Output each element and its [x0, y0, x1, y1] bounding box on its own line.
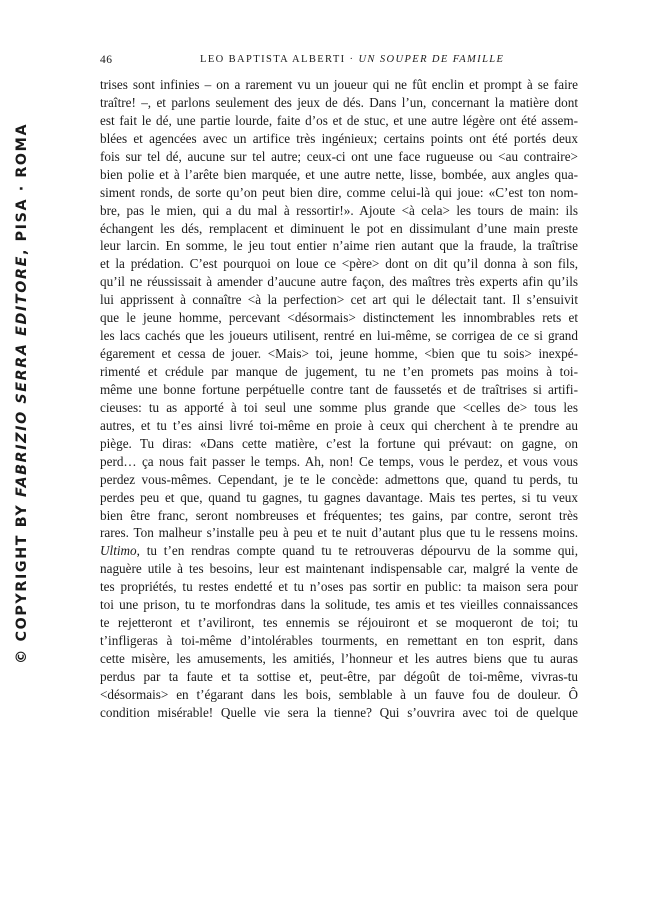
text-line-content: échangent les dés, remplacent et diminuent le pot en dissimulant d’une main preste [100, 220, 578, 236]
text-line [100, 202, 578, 220]
text-line-content: condition misérable! Quelle vie sera la tienne? Qui s’ouvrira avec toi de quelque [100, 704, 578, 720]
running-head-author: LEO BAPTISTA ALBERTI [200, 54, 346, 65]
text-line [100, 130, 578, 148]
text-line [100, 184, 578, 202]
copyright-publisher: FABRIZIO SERRA EDITORE [14, 255, 30, 498]
text-line [100, 345, 578, 363]
text-line [100, 686, 578, 704]
text-line [100, 112, 578, 130]
text-line [100, 489, 578, 507]
text-line [100, 327, 578, 345]
text-line [100, 507, 578, 525]
text-line-content: bien être franc, seront nombreuses et fréquentes; tes gains, par contre, seront très [100, 507, 578, 523]
text-line-content: cette misère, les amusements, les amitiés, l’honneur et les autres biens que tu auras [100, 651, 578, 666]
copyright-symbol: © [14, 648, 30, 664]
text-line [100, 704, 578, 722]
text-line-content: rimenté et crédule par manque de jugement, tu ne t’en promets pas moins à toi- [100, 364, 578, 379]
text-line-content: est fait le dé, une partie lourde, faite d’os et de stuc, et une autre légère ont été assem- [100, 112, 578, 128]
copyright-notice: © COPYRIGHT BY FABRIZIO SERRA EDITORE, PISA · ROMA [14, 122, 30, 664]
text-line [100, 166, 578, 184]
text-line-content: <désormais> en t’égarant dans les bois, semblable à un fauve fou de douleur. Ô [100, 686, 578, 702]
text-line [100, 220, 578, 238]
text-line-content: traître! –, et parlons seulement des jeux de dés. Dans l’un, concernant la matière dont [100, 94, 578, 110]
text-line [100, 578, 578, 596]
body-text [100, 76, 578, 722]
text-line [100, 291, 578, 309]
text-line-content: perd… ça nous fait passer le temps. Ah, non! Ce temps, vous le perdez, et vous vous [100, 453, 578, 469]
text-line [100, 309, 578, 327]
running-head [200, 54, 504, 65]
text-line [100, 363, 578, 381]
text-line-content: que le jeune homme, percevant <désormais> distinctement les innombrables rets et [100, 310, 578, 326]
text-line-content: siment ronds, de sorte qu’on peut bien dire, comme celui-là qui joue: «C’est ton nom- [100, 184, 578, 200]
text-line [100, 542, 578, 560]
text-line [100, 76, 578, 94]
text-line [100, 650, 578, 668]
text-line-content: trises sont infinies – on a rarement vu un joueur qui ne fût enclin et prompt à se faire [100, 77, 578, 92]
text-line [100, 632, 578, 650]
text-line-content: tes propriétés, tu restes endetté et tu n’oses pas sortir en public: ta maison sera pour [100, 579, 578, 595]
text-line-content: perdus par ta faute et ta sottise et, peut-être, par dégoût de toi-même, vivras-tu [100, 668, 578, 684]
text-line-content: rares. Ton malheur s’installe peu à peu et te nuit d’autant plus que tu le ressens moins. [100, 525, 578, 541]
text-line [100, 148, 578, 166]
copyright-places: PISA · ROMA [14, 122, 30, 242]
page-number: 46 [100, 54, 113, 66]
text-line [100, 237, 578, 255]
text-line [100, 417, 578, 435]
text-line [100, 560, 578, 578]
text-line-content: égarement et cessa de jouer. <Mais> toi, jeune homme, <bien que tu sois> inexpé- [100, 346, 578, 362]
text-line-content: piège. Tu diras: «Dans cette matière, c’est la fortune qui prévaut: on gagne, on [100, 435, 578, 451]
text-line [100, 255, 578, 273]
text-line [100, 614, 578, 632]
text-line-content: perdes peu et que, quand tu gagnes, tu gagnes davantage. Mais tes pertes, si tu veux [100, 489, 578, 505]
text-line [100, 471, 578, 489]
text-line [100, 399, 578, 417]
text-line-content: blées et agencées avec un artifice très ingénieux; certains points ont été portés deux [100, 130, 578, 146]
text-line-content: te rejetteront et t’aviliront, tes ennemis se réjouiront et se moqueront de toi; tu [100, 615, 578, 631]
text-line-content: et la prédation. C’est pourquoi on loue ce <père> dont on dit qu’il donna à son fils, [100, 256, 578, 272]
text-line-content: Ultimo, tu t’en rendras compte quand tu te retrouveras dépourvu de la somme qui, [100, 543, 578, 559]
text-line-content: les lacs cachés que les joueurs utilisent, rentré en lui-même, se corrigea de ce si grand [100, 328, 578, 344]
text-line [100, 668, 578, 686]
copyright-prefix: COPYRIGHT BY [14, 503, 30, 642]
text-line-content: bre, pas le mien, qui a du mal à ressortir!». Ajoute <à cela> les tours de main: ils [100, 202, 578, 218]
text-line-content: perdez vous-mêmes. Cependant, je te le concède: admettons que, quand tu perds, tu [100, 471, 578, 487]
text-line [100, 524, 578, 542]
text-line [100, 381, 578, 399]
running-head-separator: · [349, 54, 355, 65]
text-line-content: bien polie et à l’arête bien marquée, et une autre nette, lisse, bombée, aux angles qua- [100, 166, 578, 182]
text-line-content: cieuses: tu as apporté à toi seul une somme plus grande que <celles de> tous les [100, 399, 578, 415]
text-line [100, 453, 578, 471]
text-line [100, 94, 578, 112]
text-line-content: toi une prison, tu te morfondras dans la solitude, tes amis et tes vieilles connaissances [100, 597, 578, 613]
text-line-content: fois sur tel dé, aucune sur tel autre; ceux-ci ont une face rugueuse ou <au contraire> [100, 148, 578, 164]
text-line [100, 273, 578, 291]
text-line-content: autres, et tu t’es ainsi livré toi-même en proie à ceux qui cherchent à te prendre au [100, 417, 578, 433]
text-line-content: qu’il ne réussissait à amender d’aucune autre façon, des maîtres très experts afin qu’ils [100, 274, 578, 290]
text-line-content: leur larcin. En somme, le jeu tout entier n’aime rien autant que la fraude, la traîtrise [100, 238, 578, 254]
text-line-content: lui apprissent à connaître <à la perfection> cet art qui le délectait tant. Il s’ensuivit [100, 292, 578, 308]
text-line [100, 435, 578, 453]
text-line-content: naguère utile à tes besoins, leur est maintenant indispensable car, malgré la vente de [100, 561, 578, 577]
running-head-title: UN SOUPER DE FAMILLE [358, 54, 505, 65]
text-line-content: même une bonne fortune perpétuelle contre tant de faussetés et de traîtrises si artifi- [100, 381, 578, 397]
text-line [100, 596, 578, 614]
text-line-content: t’infligeras à toi-même d’intolérables tourments, en remettant en ton esprit, dans [100, 633, 578, 649]
